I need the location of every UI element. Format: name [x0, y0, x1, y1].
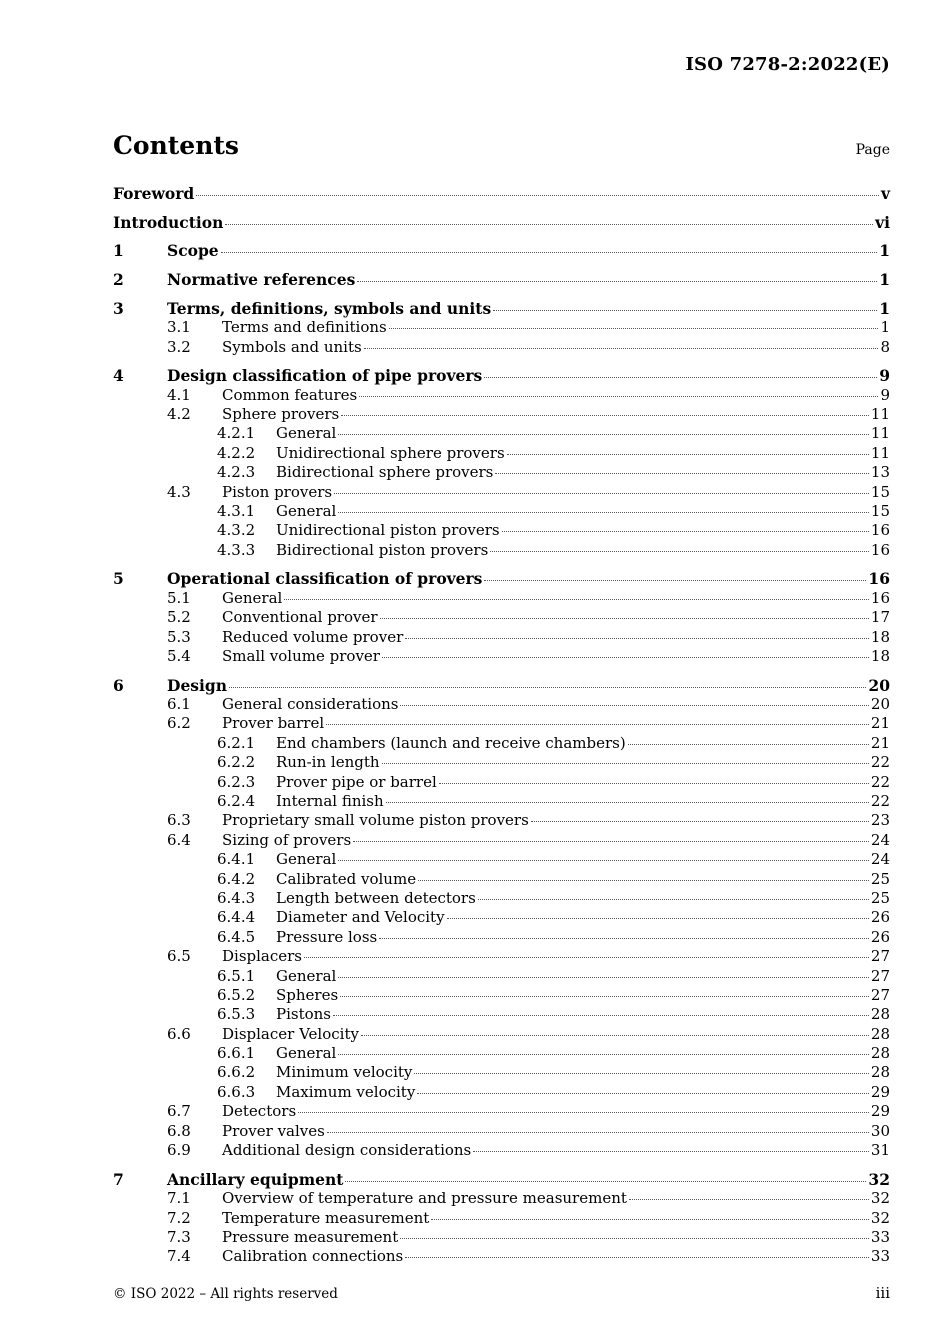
toc-entry-number: 5.1	[167, 588, 191, 607]
toc-entry-title: Detectors	[222, 1102, 297, 1121]
toc-entry[interactable]	[113, 1209, 890, 1228]
toc-entry-title: General	[276, 424, 337, 443]
toc-entry-number: 4	[113, 366, 124, 386]
toc-entry-title: Small volume prover	[222, 646, 380, 665]
toc-entry-page: 23	[870, 811, 890, 830]
toc-entry-number: 6.4.3	[217, 888, 256, 907]
toc-entry-number: 7.2	[167, 1208, 191, 1227]
dot-leader	[333, 1015, 869, 1016]
toc-entry-page: 32	[870, 1189, 890, 1208]
dot-leader	[380, 618, 869, 619]
toc-entry-number: 6.3	[167, 811, 191, 830]
dot-leader	[447, 918, 869, 919]
toc-entry-number: 6.6.1	[217, 1044, 256, 1063]
toc-entry[interactable]	[113, 986, 890, 1005]
dot-leader	[364, 348, 879, 349]
toc-entry-number: 6.5.1	[217, 966, 256, 985]
toc-entry[interactable]	[113, 338, 890, 357]
toc-entry-number: 6.4.2	[217, 869, 256, 888]
toc-entry-page: 21	[870, 733, 890, 752]
toc-entry-number: 6.2.2	[217, 753, 256, 772]
dot-leader	[418, 880, 869, 881]
toc-entry-title: Diameter and Velocity	[276, 908, 445, 927]
toc-entry-number: 7.3	[167, 1227, 191, 1246]
toc-entry[interactable]	[113, 714, 890, 733]
toc-entry-page: 21	[870, 714, 890, 733]
toc-entry-title: Symbols and units	[222, 337, 362, 356]
dot-leader	[345, 1181, 866, 1182]
toc-entry-title: Sizing of provers	[222, 830, 352, 849]
toc-entry-title: Unidirectional sphere provers	[276, 443, 505, 462]
toc-entry[interactable]	[113, 589, 890, 608]
dot-leader	[196, 195, 879, 196]
toc-entry-number: 6	[113, 675, 124, 695]
toc-entry-number: 4.2	[167, 405, 191, 423]
toc-entry-page: 30	[870, 1121, 890, 1140]
dot-leader	[400, 705, 868, 706]
toc-entry-page: 1	[880, 318, 890, 337]
toc-entry-number: 4.3.3	[217, 540, 256, 559]
toc-entry-page: 11	[870, 405, 890, 423]
dot-leader	[414, 1073, 869, 1074]
toc-entry-title: Displacer Velocity	[222, 1024, 359, 1043]
toc-entry-title: General	[276, 1044, 337, 1063]
toc-entry-title: Prover pipe or barrel	[276, 772, 437, 791]
toc-entry[interactable]	[113, 831, 890, 850]
toc-entry[interactable]	[113, 1170, 890, 1189]
toc-entry-page: 11	[870, 443, 890, 462]
toc-entry-title: Design classification of pipe provers	[167, 366, 483, 386]
toc-entry[interactable]	[113, 773, 890, 792]
toc-entry-page: 32	[870, 1208, 890, 1227]
dot-leader	[298, 1112, 869, 1113]
toc-entry[interactable]	[113, 1083, 890, 1102]
toc-entry[interactable]	[113, 270, 890, 289]
dot-leader	[304, 957, 869, 958]
toc-entry[interactable]	[113, 1005, 890, 1024]
toc-entry-title: Proprietary small volume piston provers	[222, 811, 529, 830]
dot-leader	[478, 899, 869, 900]
toc-entry[interactable]	[113, 318, 890, 337]
toc-entry-page: 26	[870, 908, 890, 927]
dot-leader	[400, 1238, 869, 1239]
toc-entry-page: 24	[870, 830, 890, 849]
dot-leader	[389, 328, 879, 329]
dot-leader	[417, 1093, 869, 1094]
toc-entry-title: Introduction	[113, 212, 224, 232]
toc-entry-page: 9	[879, 366, 890, 386]
dot-leader	[490, 551, 869, 552]
dot-leader	[405, 638, 869, 639]
toc-entry-page: 9	[880, 385, 890, 404]
dot-leader	[628, 744, 869, 745]
dot-leader	[439, 783, 869, 784]
toc-entry-page: 20	[870, 695, 890, 714]
dot-leader	[484, 580, 866, 581]
toc-entry[interactable]	[113, 1122, 890, 1141]
toc-entry-page: v	[880, 184, 890, 203]
toc-entry-title: General	[222, 588, 283, 607]
toc-entry-page: 27	[870, 966, 890, 985]
toc-entry-page: 16	[870, 540, 890, 559]
toc-entry-page: 1	[879, 270, 890, 290]
toc-entry[interactable]	[113, 1228, 890, 1247]
toc-entry[interactable]	[113, 463, 890, 482]
toc-entry-page: 28	[870, 1063, 890, 1082]
dot-leader	[338, 434, 869, 435]
toc-entry[interactable]	[113, 889, 890, 908]
toc-entry-title: Maximum velocity	[276, 1082, 416, 1101]
toc-entry-title: General	[276, 966, 337, 985]
toc-entry-title: Length between detectors	[276, 888, 476, 907]
toc-entry-title: Unidirectional piston provers	[276, 521, 500, 540]
toc-entry-title: Run-in length	[276, 753, 380, 772]
toc-entry-number: 6.1	[167, 695, 191, 714]
toc-entry-number: 6.8	[167, 1121, 191, 1140]
toc-entry-title: General considerations	[222, 695, 399, 714]
toc-entry[interactable]	[113, 753, 890, 772]
toc-entry-page: 18	[870, 646, 890, 665]
dot-leader	[502, 531, 869, 532]
toc-entry-number: 5	[113, 569, 124, 589]
toc-entry-title: Reduced volume prover	[222, 627, 404, 646]
toc-entry-number: 1	[113, 241, 124, 261]
dot-leader	[338, 860, 869, 861]
page-title: Contents	[113, 131, 240, 160]
toc-entry-title: Conventional prover	[222, 608, 378, 627]
toc-entry-page: 28	[870, 1024, 890, 1043]
toc-entry-title: Sphere provers	[222, 405, 340, 423]
toc-entry-title: Pistons	[276, 1005, 332, 1024]
toc-entry-number: 2	[113, 270, 124, 290]
dot-leader	[473, 1151, 869, 1152]
toc-entry[interactable]	[113, 366, 890, 385]
toc-entry-number: 4.3.2	[217, 521, 256, 540]
toc-entry-number: 4.1	[167, 385, 191, 404]
dot-leader	[361, 1035, 869, 1036]
toc-entry-page: 33	[870, 1227, 890, 1246]
dot-leader	[326, 724, 869, 725]
toc-entry-title: General	[276, 850, 337, 869]
toc-entry-title: General	[276, 501, 337, 520]
toc-entry-page: 20	[868, 675, 890, 695]
toc-entry-page: 15	[870, 482, 890, 501]
dot-leader	[334, 493, 869, 494]
page-column-label: Page	[855, 142, 890, 158]
toc-entry-page: vi	[875, 212, 890, 232]
toc-entry-page: 26	[870, 927, 890, 946]
toc-entry-title: Design	[167, 675, 228, 695]
toc-entry-title: Ancillary equipment	[167, 1169, 344, 1189]
toc-entry-page: 15	[870, 501, 890, 520]
toc-entry-page: 22	[870, 772, 890, 791]
toc-entry[interactable]	[113, 483, 890, 502]
toc-entry[interactable]	[113, 608, 890, 627]
toc-entry-title: Displacers	[222, 947, 303, 966]
toc-entry-page: 13	[870, 463, 890, 482]
toc-entry[interactable]	[113, 811, 890, 830]
toc-entry[interactable]	[113, 734, 890, 753]
toc-entry-page: 16	[870, 521, 890, 540]
toc-entry[interactable]	[113, 386, 890, 405]
toc-entry[interactable]	[113, 695, 890, 714]
toc-entry-title: Additional design considerations	[222, 1141, 472, 1160]
toc-entry-number: 4.3	[167, 482, 191, 501]
toc-entry-title: Overview of temperature and pressure measurement	[222, 1189, 627, 1208]
toc-entry[interactable]	[113, 676, 890, 695]
toc-entry-number: 6.5.3	[217, 1005, 256, 1024]
toc-entry-number: 6.2.1	[217, 733, 256, 752]
dot-leader	[359, 396, 878, 397]
toc-entry-number: 6.4.1	[217, 850, 256, 869]
toc-entry[interactable]	[113, 213, 890, 232]
toc-entry-page: 29	[870, 1082, 890, 1101]
toc-entry[interactable]	[113, 521, 890, 540]
toc-entry-title: Temperature measurement	[222, 1208, 430, 1227]
dot-leader	[386, 802, 869, 803]
dot-leader	[629, 1199, 869, 1200]
toc-entry-number: 6.2	[167, 714, 191, 733]
toc-entry-number: 6.6.3	[217, 1082, 256, 1101]
toc-entry[interactable]	[113, 628, 890, 647]
dot-leader	[431, 1219, 869, 1220]
toc-entry-title: End chambers (launch and receive chambers)	[276, 733, 626, 752]
toc-entry-number: 3	[113, 298, 124, 318]
dot-leader	[229, 687, 866, 688]
toc-entry-page: 16	[868, 569, 890, 589]
toc-entry-page: 24	[870, 850, 890, 869]
toc-entry-page: 16	[870, 588, 890, 607]
toc-entry-page: 29	[870, 1102, 890, 1121]
toc-entry[interactable]	[113, 405, 890, 424]
toc-entry-number: 6.6.2	[217, 1063, 256, 1082]
toc-entry-number: 4.2.1	[217, 424, 256, 443]
toc-entry-title: Pressure measurement	[222, 1227, 399, 1246]
toc-entry-number: 4.2.3	[217, 463, 256, 482]
toc-entry-page: 18	[870, 627, 890, 646]
toc-entry-number: 6.9	[167, 1141, 191, 1160]
toc-entry[interactable]	[113, 424, 890, 443]
toc-entry-page: 25	[870, 888, 890, 907]
toc-entry-page: 8	[880, 337, 890, 356]
toc-entry-page: 32	[868, 1169, 890, 1189]
toc-entry[interactable]	[113, 1044, 890, 1063]
toc-entry-title: Calibrated volume	[276, 869, 417, 888]
toc-entry-title: Minimum velocity	[276, 1063, 413, 1082]
toc-entry[interactable]	[113, 299, 890, 318]
toc-entry-title: Calibration connections	[222, 1247, 404, 1266]
toc-entry[interactable]	[113, 1141, 890, 1160]
dot-leader	[507, 454, 869, 455]
dot-leader	[284, 599, 869, 600]
dot-leader	[225, 224, 873, 225]
copyright-notice: © ISO 2022 – All rights reserved	[113, 1286, 338, 1302]
toc-entry-number: 6.4.5	[217, 927, 256, 946]
toc-entry[interactable]	[113, 928, 890, 947]
toc-entry[interactable]	[113, 541, 890, 560]
toc-entry-title: Common features	[222, 385, 358, 404]
toc-entry[interactable]	[113, 792, 890, 811]
toc-entry[interactable]	[113, 870, 890, 889]
toc-entry[interactable]	[113, 184, 890, 203]
toc-entry-page: 11	[870, 424, 890, 443]
toc-entry-number: 6.4.4	[217, 908, 256, 927]
dot-leader	[338, 1054, 869, 1055]
toc-entry[interactable]	[113, 908, 890, 927]
toc-entry-page: 28	[870, 1005, 890, 1024]
toc-entry-number: 7.4	[167, 1247, 191, 1266]
toc-entry-page: 31	[870, 1141, 890, 1160]
toc-entry-title: Bidirectional sphere provers	[276, 463, 494, 482]
toc-entry-page: 1	[879, 241, 890, 261]
page-number: iii	[875, 1284, 890, 1302]
dot-leader	[341, 415, 869, 416]
dot-leader	[338, 977, 869, 978]
toc-entry[interactable]	[113, 1247, 890, 1266]
toc-entry-page: 27	[870, 985, 890, 1004]
toc-entry-number: 6.2.4	[217, 792, 256, 811]
toc-entry[interactable]	[113, 1025, 890, 1044]
toc-entry[interactable]	[113, 850, 890, 869]
toc-entry-number: 4.3.1	[217, 501, 256, 520]
dot-leader	[221, 252, 878, 253]
table-of-contents	[113, 184, 890, 1267]
toc-entry-title: Spheres	[276, 985, 339, 1004]
toc-entry[interactable]	[113, 569, 890, 588]
toc-entry[interactable]	[113, 1102, 890, 1121]
toc-entry-number: 3.1	[167, 318, 191, 337]
dot-leader	[382, 657, 869, 658]
document-id: ISO 7278-2:2022(E)	[685, 54, 890, 75]
dot-leader	[531, 821, 869, 822]
toc-entry[interactable]	[113, 1063, 890, 1082]
toc-entry-number: 5.3	[167, 627, 191, 646]
toc-entry-number: 5.4	[167, 646, 191, 665]
toc-entry-title: Prover barrel	[222, 714, 325, 733]
toc-entry-title: Terms, definitions, symbols and units	[167, 298, 492, 318]
dot-leader	[340, 996, 869, 997]
toc-entry-number: 5.2	[167, 608, 191, 627]
dot-leader	[495, 473, 869, 474]
toc-entry-title: Pressure loss	[276, 927, 378, 946]
toc-entry-page: 1	[879, 298, 890, 318]
toc-entry-number: 3.2	[167, 337, 191, 356]
toc-entry-title: Scope	[167, 241, 219, 261]
toc-entry-page: 27	[870, 947, 890, 966]
toc-entry-page: 28	[870, 1044, 890, 1063]
toc-entry-page: 33	[870, 1247, 890, 1266]
toc-entry-number: 6.2.3	[217, 772, 256, 791]
toc-entry-number: 6.7	[167, 1102, 191, 1121]
toc-entry-page: 17	[870, 608, 890, 627]
toc-entry-title: Internal finish	[276, 792, 384, 811]
dot-leader	[484, 377, 877, 378]
toc-entry[interactable]	[113, 502, 890, 521]
toc-entry[interactable]	[113, 947, 890, 966]
toc-entry-number: 6.4	[167, 830, 191, 849]
toc-entry-title: Normative references	[167, 270, 356, 290]
toc-entry-title: Bidirectional piston provers	[276, 540, 489, 559]
dot-leader	[353, 841, 869, 842]
dot-leader	[379, 938, 869, 939]
toc-entry-number: 7	[113, 1169, 124, 1189]
toc-entry[interactable]	[113, 241, 890, 260]
dot-leader	[405, 1257, 869, 1258]
toc-entry-number: 6.6	[167, 1024, 191, 1043]
toc-entry[interactable]	[113, 967, 890, 986]
toc-entry-number: 6.5.2	[217, 985, 256, 1004]
toc-entry[interactable]	[113, 647, 890, 666]
dot-leader	[338, 512, 869, 513]
toc-entry[interactable]	[113, 1189, 890, 1208]
dot-leader	[327, 1132, 869, 1133]
toc-entry-title: Terms and definitions	[222, 318, 387, 337]
toc-entry-title: Piston provers	[222, 482, 333, 501]
toc-entry-number: 7.1	[167, 1189, 191, 1208]
toc-entry[interactable]	[113, 444, 890, 463]
toc-entry-page: 22	[870, 753, 890, 772]
toc-entry-page: 25	[870, 869, 890, 888]
toc-entry-page: 22	[870, 792, 890, 811]
toc-entry-number: 4.2.2	[217, 443, 256, 462]
dot-leader	[493, 310, 877, 311]
toc-entry-number: 6.5	[167, 947, 191, 966]
toc-entry-title: Operational classification of provers	[167, 569, 483, 589]
dot-leader	[357, 281, 877, 282]
toc-entry-title: Prover valves	[222, 1121, 325, 1140]
dot-leader	[382, 763, 869, 764]
toc-entry-title: Foreword	[113, 184, 195, 203]
